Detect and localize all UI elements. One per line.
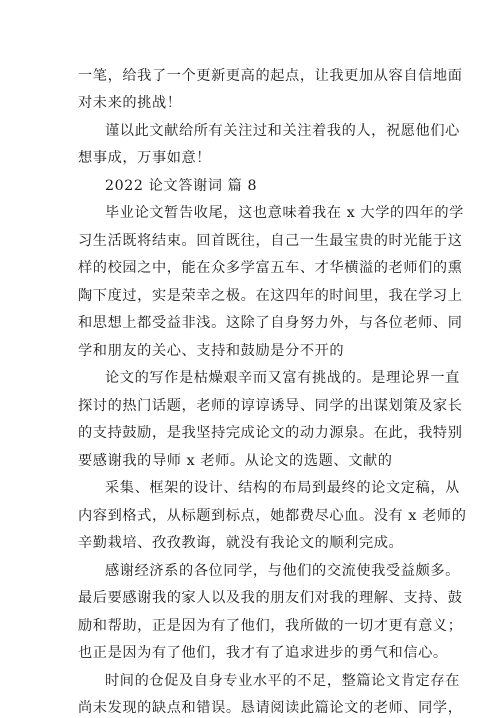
text-line: 学和朋友的关心、支持和鼓励是分不开的 (78, 343, 345, 359)
text-line: 要感谢我的导师 x 老师。从论文的选题、文献的 (78, 453, 393, 469)
text-line: 的支持鼓励，是我坚持完成论文的动力源泉。在此，我特别 (78, 425, 463, 441)
text-line: 最后要感谢我的家人以及我的朋友们对我的理解、支持、鼓 (78, 590, 463, 606)
text-line: 习生活既将结束。回首既往，自己一生最宝贵的时光能于这 (78, 233, 463, 249)
text-line: 探讨的热门话题，老师的谆谆诱导、同学的出谋划策及家长 (78, 398, 463, 414)
text-line: 励和帮助，正是因为有了他们，我所做的一切才更有意义； (78, 618, 463, 634)
text-line: 对未来的挑战！ (78, 95, 182, 111)
text-line: 也正是因为有了他们，我才有了追求进步的勇气和信心。 (78, 645, 448, 661)
section-heading: 2022 论文答谢词 篇 8 (105, 178, 258, 194)
text-line: 尚未发现的缺点和错误。恳请阅读此篇论文的老师、同学， (78, 700, 463, 716)
text-line: 内容到格式，从标题到标点，她都费尽心血。没有 x 老师的 (78, 508, 467, 524)
text-line: 感谢经济系的各位同学，与他们的交流使我受益颇多。 (105, 563, 460, 579)
text-line: 采集、框架的设计、结构的布局到最终的论文定稿，从 (105, 480, 460, 496)
text-line: 论文的写作是枯燥艰辛而又富有挑战的。是理论界一直 (105, 370, 460, 386)
text-line: 毕业论文暂告收尾，这也意味着我在 x 大学的四年的学 (105, 205, 464, 221)
text-line: 一笔，给我了一个更新更高的起点，让我更加从容自信地面 (78, 68, 463, 84)
text-line: 和思想上都受益非浅。这除了自身努力外，与各位老师、同 (78, 315, 463, 331)
text-line: 时间的仓促及自身专业水平的不足，整篇论文肯定存在 (105, 673, 460, 689)
text-line: 想事成，万事如意！ (78, 150, 212, 166)
text-line: 辛勤栽培、孜孜教诲，就没有我论文的顺利完成。 (78, 535, 404, 551)
text-line: 样的校园之中，能在众多学富五车、才华横溢的老师们的熏 (78, 260, 463, 276)
text-line: 陶下度过，实是荣幸之极。在这四年的时间里，我在学习上 (78, 288, 463, 304)
text-line: 谨以此文献给所有关注过和关注着我的人，祝愿他们心 (105, 123, 460, 139)
